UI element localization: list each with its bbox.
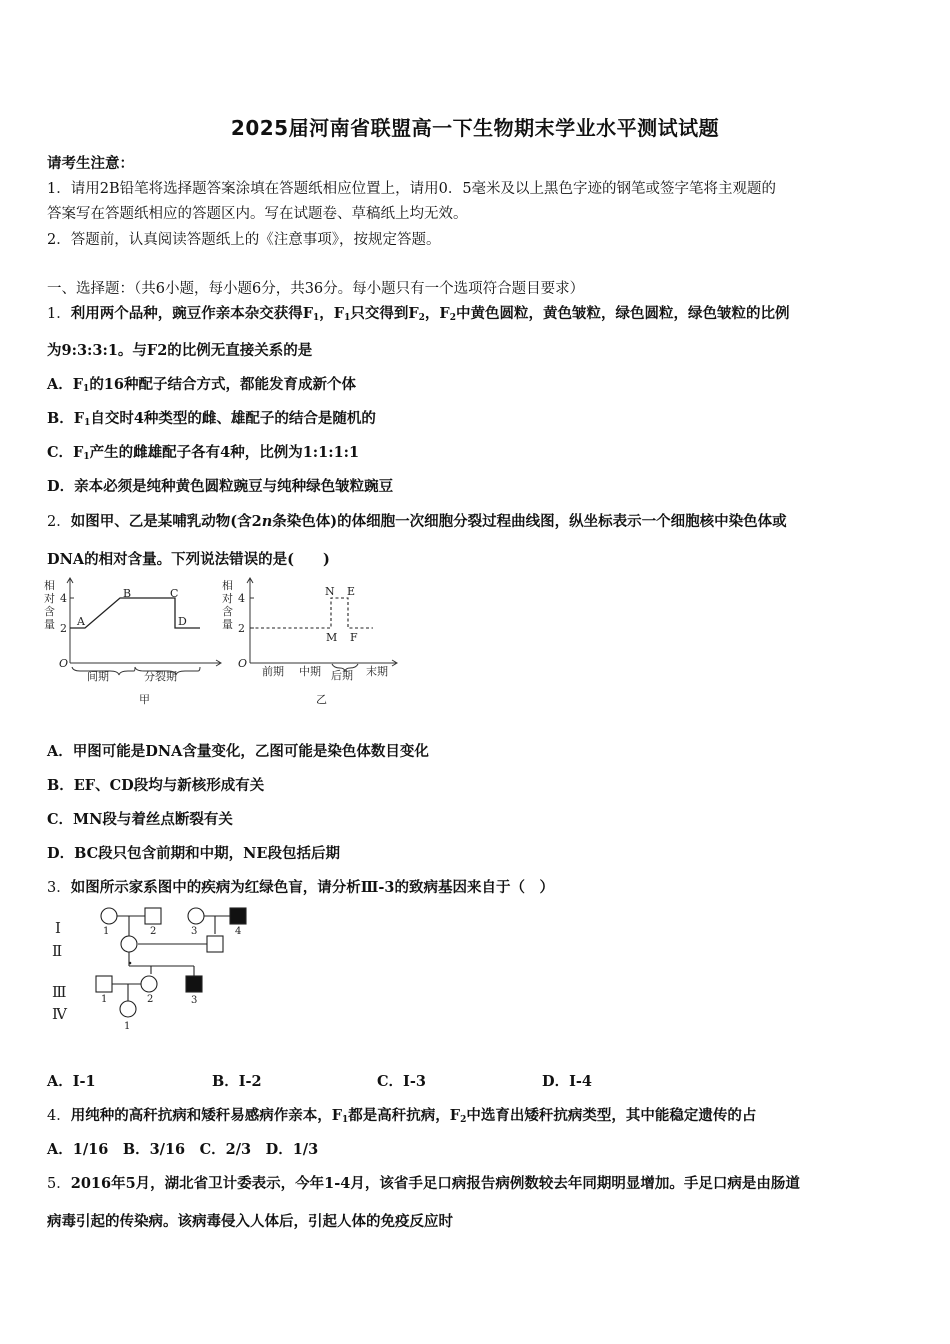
fig2-curve — [250, 598, 373, 628]
pedigree-dot — [129, 962, 132, 965]
exam-title: 2025届河南省联盟高一下生物期末学业水平测试试题 — [230, 116, 720, 140]
fig1-tick-2: 2 — [60, 622, 67, 635]
q5-text: 2016年5月，湖北省卫计委表示，今年1-4月，该省手足口病报告病例数较去年同期明显增加。手足口病是由肠道 — [70, 1175, 800, 1192]
pedigree-lines — [112, 916, 230, 1001]
pedigree-num-i1: 1 — [103, 926, 110, 937]
q2-italic-n: n — [261, 513, 273, 530]
q4-text-part: 中选育出矮秆抗病类型，其中能稳定遗传的占 — [466, 1107, 757, 1124]
gen-label-1: Ⅰ — [55, 919, 61, 937]
pedigree-num-iii2: 2 — [147, 994, 154, 1005]
pedigree-i4-affected-male — [230, 908, 246, 924]
fig1-axes — [67, 578, 221, 675]
q1-option-b-prefix: B．F — [47, 410, 85, 427]
fig2-caption: 乙 — [316, 693, 327, 706]
fig1-point-c: C — [170, 587, 179, 600]
fig2-ylabel-4: 量 — [222, 618, 233, 631]
fig2-ylabel-2: 对 — [222, 592, 233, 605]
gen-label-4: Ⅳ — [52, 1005, 67, 1023]
q5-stem-line2: 病毒引起的传染病。该病毒侵入人体后，引起人体的免疫反应时 — [47, 1213, 453, 1230]
q1-option-c-text: 产生的雌雄配子各有4种，比例为1:1:1:1 — [89, 444, 360, 461]
fig2-ylabel-1: 相 — [222, 579, 233, 592]
fig1-point-b: B — [123, 587, 132, 600]
notice-line-1: 1．请用2B铅笔将选择题答案涂填在答题纸相应位置上，请用0．5毫米及以上黑色字迹的钢笔或签字笔将主观题的 — [47, 181, 777, 197]
fig1-tick-4: 4 — [60, 592, 67, 605]
fig2-x-prophase: 前期 — [262, 665, 284, 678]
q4-sub: 1 — [342, 1115, 349, 1125]
fig1-point-d: D — [178, 615, 187, 628]
q1-text-part: ，F — [424, 305, 450, 322]
pedigree-i2-male — [145, 908, 161, 924]
q1-stem — [47, 302, 789, 323]
section-heading: 一、选择题：（共6小题，每小题6分，共36分。每小题只有一个选项符合题目要求） — [47, 281, 585, 297]
fig2-x-anaphase: 后期 — [331, 669, 353, 682]
notice-line-2: 答案写在答题纸相应的答题区内。写在试题卷、草稿纸上均无效。 — [47, 206, 468, 222]
fig2-point-n: N — [325, 585, 335, 598]
pedigree-num-i2: 2 — [150, 926, 157, 937]
pedigree-num-i4: 4 — [235, 926, 242, 937]
q1-option-c-sub: 1 — [83, 452, 90, 462]
q4-text-part: 用纯种的高秆抗病和矮秆易感病作亲本，F — [70, 1107, 343, 1124]
q1-text-part: ，F — [319, 305, 345, 322]
fig1-origin: O — [59, 657, 69, 670]
q1-sub: 2 — [449, 313, 456, 323]
q4-text-part: 都是高秆抗病，F — [348, 1107, 461, 1124]
q1-text-part: 利用两个品种，豌豆作亲本杂交获得F — [70, 305, 314, 322]
fig1-ylabel-1: 相 — [44, 579, 55, 592]
q1-option-b-text: 自交时4种类型的雌、雄配子的结合是随机的 — [90, 410, 376, 427]
q1-option-b — [47, 407, 376, 428]
q1-sub: 1 — [344, 313, 351, 323]
fig2-axes — [247, 578, 397, 671]
fig1-caption: 甲 — [139, 693, 150, 706]
pedigree-num-i3: 3 — [191, 926, 198, 937]
q1-option-a-sub: 1 — [83, 384, 90, 394]
gen-label-2: Ⅱ — [52, 942, 63, 960]
gen-label-3: Ⅲ — [52, 983, 67, 1001]
q1-option-d: D．亲本必须是纯种黄色圆粒豌豆与纯种绿色皱粒豌豆 — [47, 478, 394, 495]
q3-option-b: B．Ⅰ-2 — [212, 1073, 262, 1090]
q3-option-d: D．Ⅰ-4 — [542, 1073, 592, 1090]
pedigree-num-iv1: 1 — [124, 1021, 131, 1032]
fig2-point-m: M — [326, 631, 338, 644]
pedigree-num-iii1: 1 — [101, 994, 108, 1005]
fig1-ylabel-3: 含 — [44, 605, 55, 618]
pedigree-iv1-female — [120, 1001, 136, 1017]
fig1-x-division: 分裂期 — [144, 670, 177, 683]
q4-stem — [47, 1104, 756, 1125]
q1-option-a — [47, 373, 356, 394]
fig1-ylabel-4: 量 — [44, 618, 55, 631]
q4-number: 4． — [47, 1108, 71, 1124]
q1-text-part: 只交得到F — [350, 305, 419, 322]
q4-options: A．1/16 B．3/16 C．2/3 D．1/3 — [47, 1141, 319, 1158]
pedigree-iii1-male — [96, 976, 112, 992]
fig2-origin: O — [238, 657, 248, 670]
fig2-point-f: F — [350, 631, 358, 644]
pedigree-ii2-male — [207, 936, 223, 952]
pedigree-chart — [44, 900, 274, 1035]
fig1-x-interphase: 间期 — [87, 670, 109, 683]
notice-header: 请考生注意： — [47, 155, 134, 172]
q3-stem — [47, 876, 554, 897]
fig2-ylabel-3: 含 — [222, 605, 233, 618]
q2-number: 2． — [47, 514, 71, 530]
fig1-point-a: A — [77, 615, 85, 628]
q2-stem — [47, 510, 787, 531]
q1-option-c-prefix: C．F — [47, 444, 84, 461]
q4-sub: 2 — [460, 1115, 467, 1125]
q3-option-a: A．Ⅰ-1 — [47, 1073, 96, 1090]
q1-stem-line2: 为9:3:3:1。与F2的比例无直接关系的是 — [47, 342, 313, 359]
pedigree-ii1-female — [121, 936, 137, 952]
q5-number: 5． — [47, 1176, 71, 1192]
figure-jia — [40, 575, 230, 710]
q3-number: 3． — [47, 880, 71, 896]
q1-number: 1． — [47, 306, 71, 322]
q3-option-c: C．Ⅰ-3 — [377, 1073, 426, 1090]
pedigree-iii2-female — [141, 976, 157, 992]
notice-line-3: 2．答题前，认真阅读答题纸上的《注意事项》，按规定答题。 — [47, 232, 441, 248]
figure-yi — [222, 575, 408, 710]
q5-stem — [47, 1172, 800, 1193]
fig1-ylabel-2: 对 — [44, 592, 55, 605]
pedigree-iii3-affected-male — [186, 976, 202, 992]
q2-option-b: B．EF、CD段均与新核形成有关 — [47, 777, 265, 794]
q1-option-c — [47, 441, 359, 462]
pedigree-i3-female — [188, 908, 204, 924]
pedigree-i1-female — [101, 908, 117, 924]
q2-text-part: 条染色体)的体细胞一次细胞分裂过程曲线图，纵坐标表示一个细胞核中染色体或 — [272, 513, 787, 530]
q2-text-part: 如图甲、乙是某哺乳动物(含2 — [70, 513, 262, 530]
q2-option-d: D．BC段只包含前期和中期，NE段包括后期 — [47, 845, 340, 862]
pedigree-num-iii3: 3 — [191, 995, 198, 1006]
q1-option-a-prefix: A．F — [47, 376, 84, 393]
q1-sub: 1 — [313, 313, 320, 323]
fig2-point-e: E — [347, 585, 356, 598]
q2-stem-line2: DNA的相对含量。下列说法错误的是( ) — [47, 551, 330, 568]
q3-text: 如图所示家系图中的疾病为红绿色盲，请分析Ⅲ-3的致病基因来自于（ ） — [70, 879, 554, 896]
q1-text-part: 中黄色圆粒，黄色皱粒，绿色圆粒，绿色皱粒的比例 — [455, 305, 790, 322]
q1-sub: 2 — [418, 313, 425, 323]
q1-option-b-sub: 1 — [84, 418, 91, 428]
fig2-tick-4: 4 — [238, 592, 245, 605]
q1-option-a-text: 的16种配子结合方式，都能发育成新个体 — [89, 376, 356, 393]
fig2-x-telophase: 末期 — [366, 665, 388, 678]
fig2-x-metaphase: 中期 — [299, 665, 321, 678]
fig2-tick-2: 2 — [238, 622, 245, 635]
q2-option-c: C．MN段与着丝点断裂有关 — [47, 811, 233, 828]
q2-option-a: A．甲图可能是DNA含量变化，乙图可能是染色体数目变化 — [47, 743, 429, 760]
